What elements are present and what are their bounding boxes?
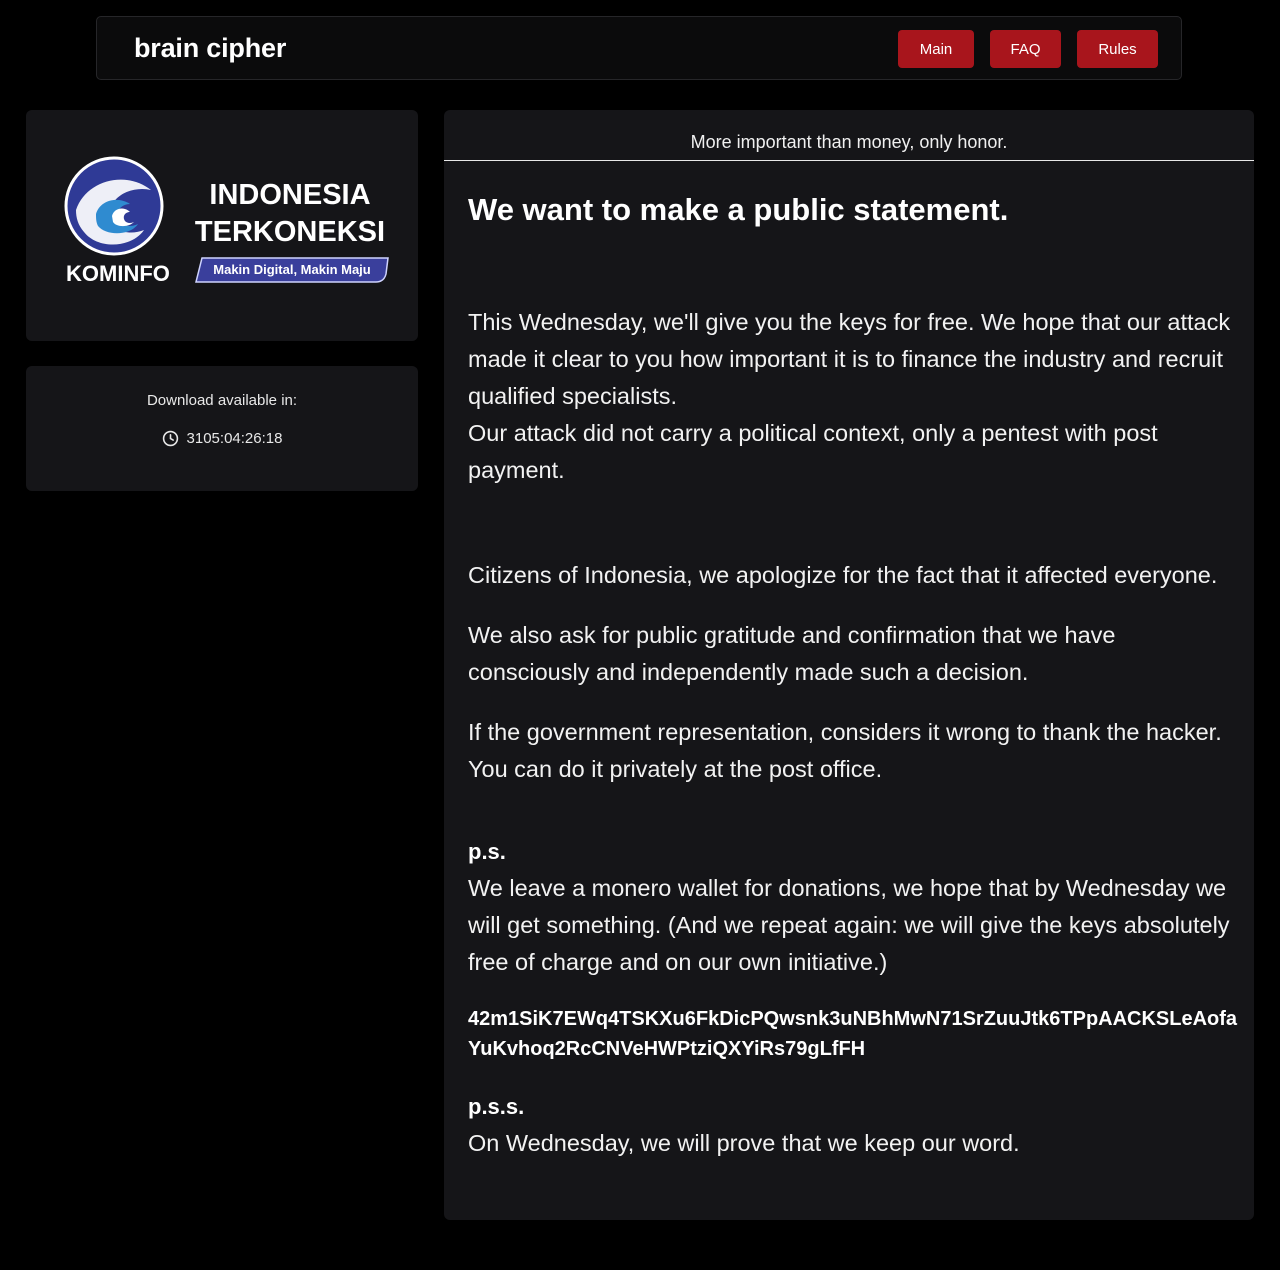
logo-title-line1: INDONESIA bbox=[209, 179, 371, 211]
kominfo-logo bbox=[26, 110, 418, 341]
statement-card bbox=[444, 110, 1254, 1220]
countdown-row bbox=[26, 430, 418, 447]
top-navbar bbox=[96, 16, 1182, 80]
download-timer-card bbox=[26, 366, 418, 491]
clock-icon bbox=[162, 430, 179, 447]
nav-rules-button[interactable]: Rules bbox=[1077, 30, 1158, 68]
download-label: Download available in: bbox=[146, 392, 298, 409]
paragraph-apology: Citizens of Indonesia, we apologize for the fact that it affected everyone. bbox=[468, 562, 1218, 588]
paragraph-gratitude: We also ask for public gratitude and confirmation that we have consciously and independently made such a decision. bbox=[468, 622, 1116, 685]
paragraph-keep-word: On Wednesday, we will prove that we keep our word. bbox=[468, 1130, 1020, 1156]
paragraph-post-office: If the government representation, considers it wrong to thank the hacker. You can do it privately at the post office. bbox=[468, 719, 1222, 782]
pss-label: p.s.s. bbox=[468, 1094, 525, 1119]
motto-text: More important than money, only honor. bbox=[690, 132, 1008, 152]
site-brand[interactable]: brain cipher bbox=[134, 33, 287, 63]
countdown-value: 3105:04:26:18 bbox=[186, 430, 283, 447]
statement-headline: We want to make a public statement. bbox=[468, 192, 1009, 227]
nav-main-button[interactable]: Main bbox=[898, 30, 974, 68]
paragraph-donations: We leave a monero wallet for donations, we hope that by Wednesday we will get something. (And we repeat again: we will give the keys absolutely free of charge and on our own initiative.) bbox=[468, 875, 1230, 975]
ps-label: p.s. bbox=[468, 839, 506, 864]
paragraph-keys-free: This Wednesday, we'll give you the keys for free. We hope that our attack made it clear to you how important it is to finance the industry and recruit qualified specialists. bbox=[468, 309, 1231, 409]
logo-org-name: KOMINFO bbox=[66, 261, 170, 286]
monero-wallet-address[interactable]: 42m1SiK7EWq4TSKXu6FkDicPQwsnk3uNBhMwN71SrZuuJtk6TPpAACKSLeAofaYuKvhoq2RcCNVeHWPtziQXYiRs79gLfFH bbox=[468, 1008, 1238, 1060]
logo-tagline: Makin Digital, Makin Maju bbox=[213, 262, 371, 277]
paragraph-no-political-context: Our attack did not carry a political context, only a pentest with post payment. bbox=[468, 420, 1158, 483]
nav-faq-button[interactable]: FAQ bbox=[990, 30, 1061, 68]
logo-title-line2: TERKONEKSI bbox=[194, 216, 386, 248]
statement-body bbox=[468, 160, 1238, 1162]
victim-logo-card bbox=[26, 110, 418, 341]
